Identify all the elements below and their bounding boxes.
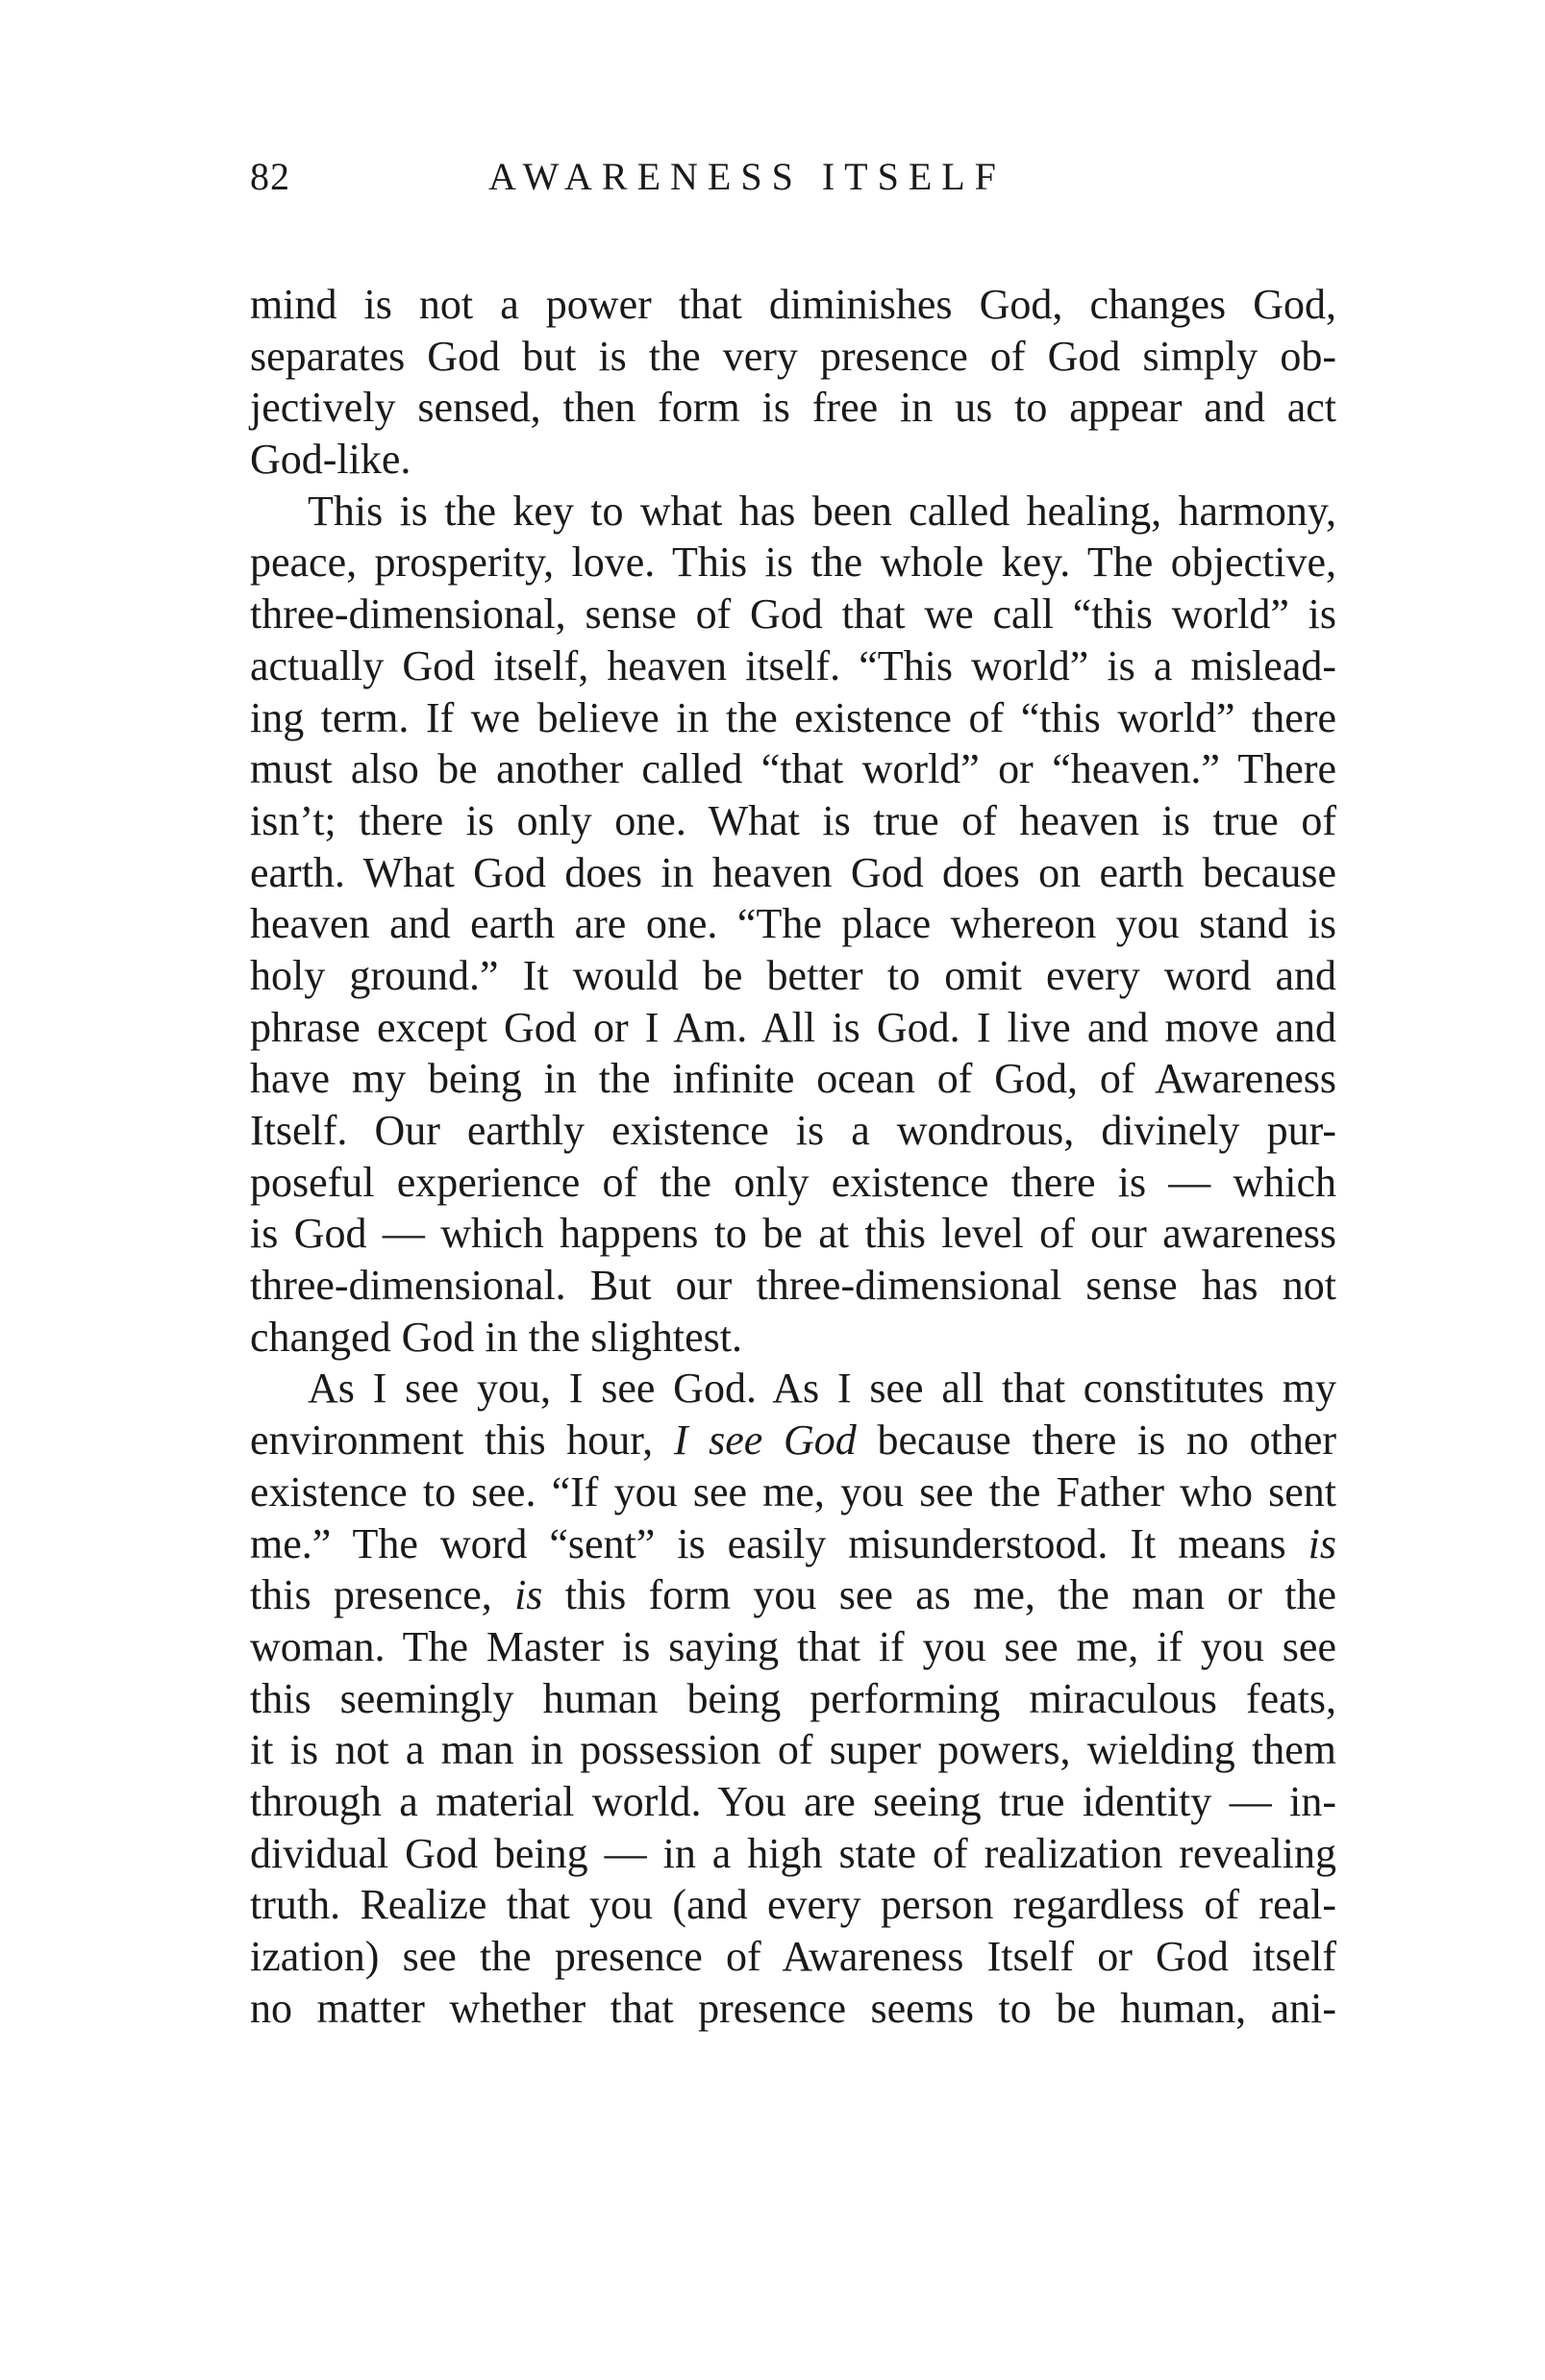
text-segment: environment this hour, [250, 1416, 654, 1465]
text-line: heaven and earth are one. “The place whereon you stand is [250, 900, 1336, 948]
text-line: God-like. [250, 436, 411, 484]
text-line: changed God in the slightest. [250, 1313, 743, 1361]
text-line: ization) see the presence of Awareness Itself or God itself [250, 1933, 1336, 1980]
text-segment: this form you see as me, the man or the [564, 1571, 1336, 1619]
body-text [250, 279, 1336, 2034]
text-line: it is not a man in possession of super powers, wielding them [250, 1726, 1336, 1774]
paragraph-2 [250, 486, 1336, 1364]
text-line: earth. What God does in heaven God does on earth because [250, 848, 1336, 896]
text-line: have my being in the infinite ocean of God, of Awareness [250, 1055, 1336, 1103]
text-segment: this presence, [250, 1571, 492, 1619]
text-line: truth. Realize that you (and every person regardless of real- [250, 1881, 1336, 1929]
text-line: ing term. If we believe in the existence of “this world” there [250, 693, 1336, 741]
book-title: AWARENESS ITSELF [488, 155, 1006, 198]
text-line: isn’t; there is only one. What is true of heaven is true of [250, 796, 1336, 844]
text-line: existence to see. “If you see me, you see the Father who sent [250, 1467, 1336, 1516]
text-line-mixed [250, 1569, 1336, 1621]
text-segment: because there is no other [877, 1416, 1337, 1465]
text-line: dividual God being — in a high state of realization revealing [250, 1829, 1336, 1877]
italic-text: is [1308, 1519, 1337, 1567]
text-line: separates God but is the very presence of God simply ob- [250, 332, 1336, 380]
text-line: actually God itself, heaven itself. “This world” is a mislead- [250, 641, 1336, 689]
page-number: 82 [250, 155, 290, 198]
text-line: mind is not a power that diminishes God, changes God, [250, 281, 1336, 328]
italic-text: I see God [673, 1416, 857, 1465]
text-line: poseful experience of the only existence there is — which [250, 1158, 1336, 1206]
text-line: jectively sensed, then form is free in us to appear and act [250, 384, 1336, 432]
italic-text: is [514, 1571, 543, 1619]
text-line: woman. The Master is saying that if you see me, if you see [250, 1622, 1336, 1670]
text-line: Itself. Our earthly existence is a wondrous, divinely pur- [250, 1107, 1336, 1154]
text-line: holy ground.” It would be better to omit every word and [250, 951, 1336, 999]
text-line: through a material world. You are seeing true identity — in- [250, 1777, 1336, 1825]
text-line: As I see you, I see God. As I see all that constitutes my [308, 1365, 1336, 1413]
text-line: three-dimensional. But our three-dimensional sense has not [250, 1262, 1336, 1310]
running-head [250, 154, 1336, 212]
text-line: no matter whether that presence seems to be human, ani- [250, 1984, 1336, 2032]
text-line: is God — which happens to be at this level of our awareness [250, 1210, 1336, 1258]
text-line: this seemingly human being performing miraculous feats, [250, 1674, 1336, 1722]
text-line-mixed [250, 1415, 1336, 1466]
text-segment: me.” The word “sent” is easily misunderstood. It means [250, 1519, 1286, 1567]
text-line: must also be another called “that world” or “heaven.” There [250, 745, 1336, 793]
text-line: phrase except God or I Am. All is God. I live and move and [250, 1003, 1336, 1051]
paragraph-3 [250, 1363, 1336, 2034]
text-line: peace, prosperity, love. This is the whole key. The objective, [250, 539, 1336, 587]
text-line: This is the key to what has been called healing, harmony, [308, 487, 1336, 535]
text-line: three-dimensional, sense of God that we call “this world” is [250, 590, 1336, 639]
paragraph-1 [250, 279, 1336, 486]
text-line-mixed [250, 1518, 1336, 1570]
